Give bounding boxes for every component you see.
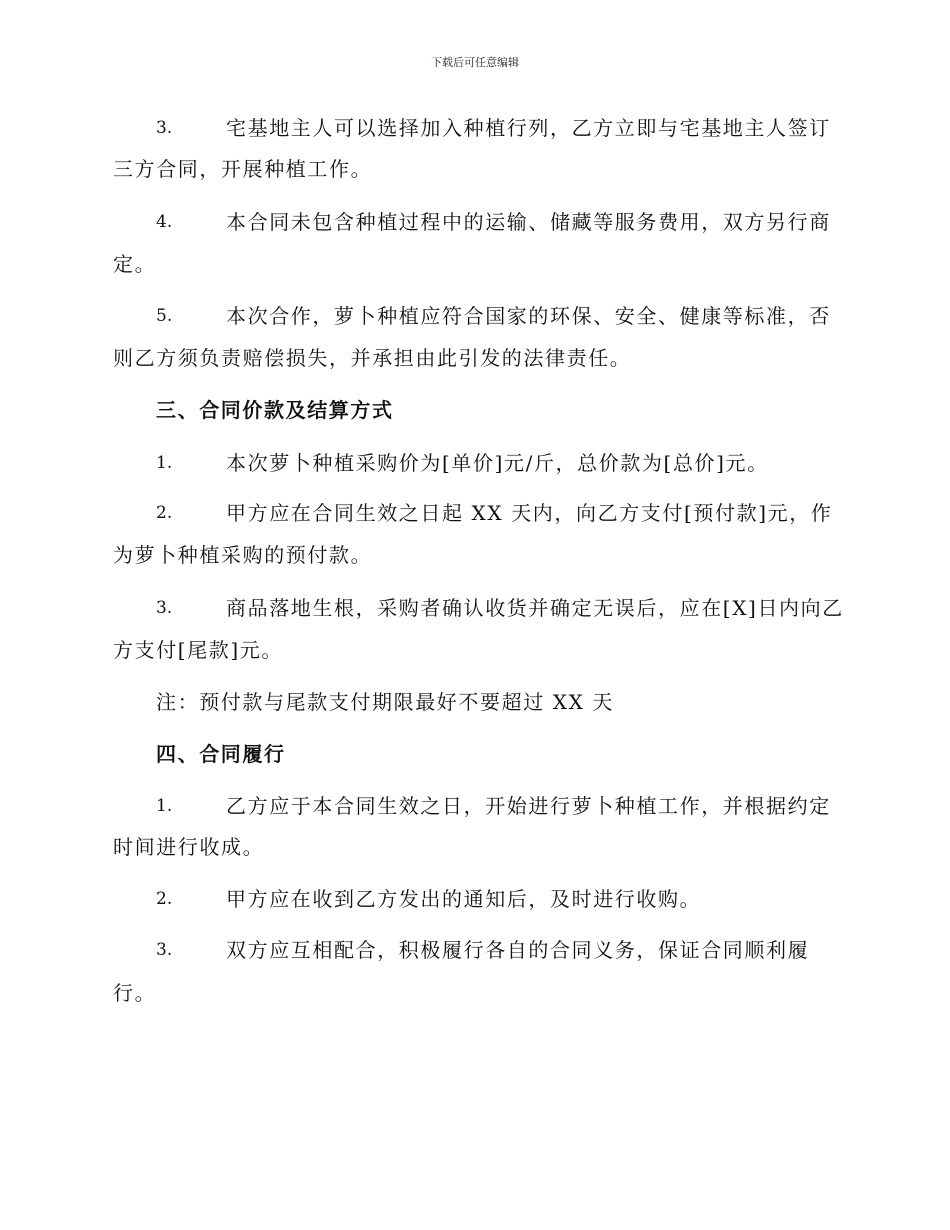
item-text: 商品落地生根，采购者确认收货并确定无误后，应在[X]日内向乙	[226, 596, 844, 620]
item-text: 甲方应在合同生效之日起 XX 天内，向乙方支付[预付款]元，作	[226, 501, 833, 525]
item-number: 1.	[156, 796, 173, 816]
item-text: 甲方应在收到乙方发出的通知后，及时进行收购。	[226, 887, 702, 911]
section-4-heading: 四、合同履行	[156, 742, 286, 766]
item-text: 本次萝卜种植采购价为[单价]元/斤，总价款为[总价]元。	[226, 451, 769, 475]
item-number: 2.	[156, 889, 173, 909]
item-text: 为萝卜种植采购的预付款。	[113, 543, 373, 567]
item-number: 3.	[156, 940, 173, 960]
note-text: 注：预付款与尾款支付期限最好不要超过 XX 天	[156, 690, 614, 714]
page-header: 下载后可任意编辑	[431, 56, 519, 69]
item-number: 3.	[156, 118, 173, 138]
item-text: 方支付[尾款]元。	[113, 638, 284, 662]
item-number: 4.	[156, 212, 173, 232]
item-text: 定。	[113, 252, 157, 276]
item-text: 宅基地主人可以选择加入种植行列，乙方立即与宅基地主人签订	[226, 116, 831, 140]
item-text: 本合同未包含种植过程中的运输、储藏等服务费用，双方另行商	[226, 210, 831, 234]
item-text: 乙方应于本合同生效之日，开始进行萝卜种植工作，并根据约定	[226, 794, 831, 818]
item-number: 2.	[156, 503, 173, 523]
item-text: 行。	[113, 981, 157, 1005]
item-text: 时间进行收成。	[113, 835, 265, 859]
section-3-heading: 三、合同价款及结算方式	[156, 398, 394, 422]
item-number: 3.	[156, 598, 173, 618]
item-text: 三方合同，开展种植工作。	[113, 157, 373, 181]
item-number: 1.	[156, 453, 173, 473]
item-text: 则乙方须负责赔偿损失，并承担由此引发的法律责任。	[113, 346, 632, 370]
item-text: 本次合作，萝卜种植应符合国家的环保、安全、健康等标准，否	[226, 304, 831, 328]
item-text: 双方应互相配合，积极履行各自的合同义务，保证合同顺利履	[226, 938, 810, 962]
item-number: 5.	[156, 306, 173, 326]
